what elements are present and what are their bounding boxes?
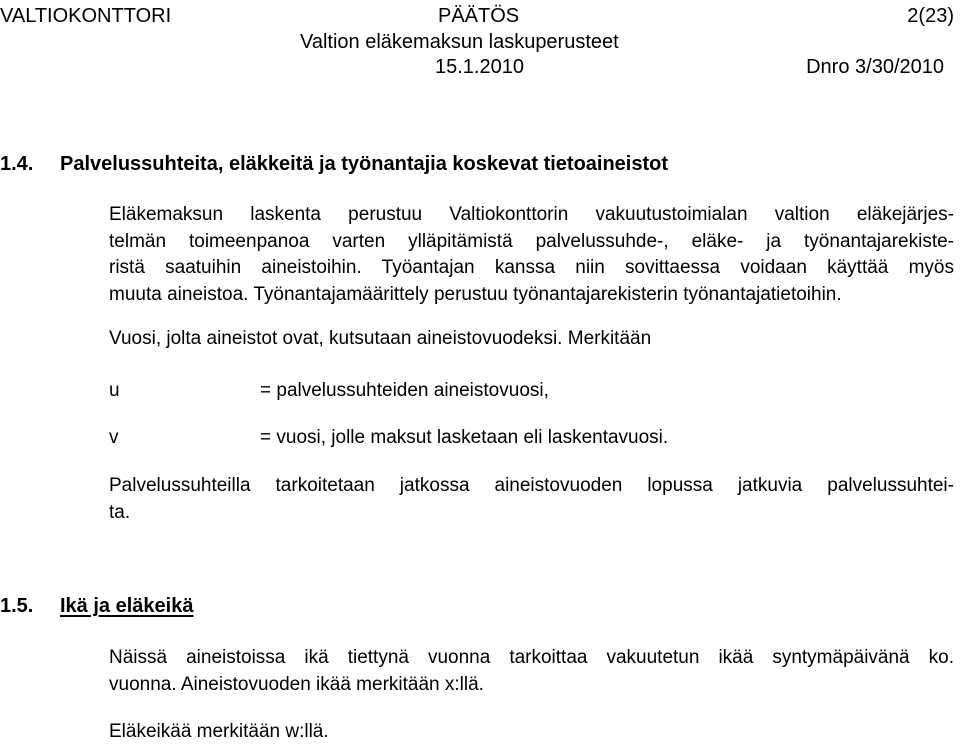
paragraph-line: muuta aineistoa. Työnantajamäärittely perustuu työnantajarekisterin työnantajatietoihin. — [109, 283, 842, 305]
paragraph: Eläkeikää merkitään w:llä. — [109, 721, 329, 742]
paragraph — [109, 202, 954, 308]
paragraph-line: Eläkemaksun laskenta perustuu Valtiokonttorin vakuutustoimialan valtion eläkejärjes- — [109, 204, 954, 225]
header-reference: Dnro 3/30/2010 — [806, 56, 944, 78]
paragraph-line: Palvelussuhteilla tarkoitetaan jatkossa aineistovuoden lopussa jatkuvia palvelussuhtei- — [109, 475, 954, 496]
header-org: VALTIOKONTTORI — [0, 5, 172, 27]
header-date: 15.1.2010 — [435, 56, 524, 78]
paragraph — [109, 645, 954, 698]
header-page-number: 2(23) — [907, 5, 954, 27]
paragraph-line: ristä saatuihin aineistoihin. Työantajan kanssa niin sovittaessa voidaan käyttää myös — [109, 257, 954, 278]
section-title: Ikä ja eläkeikä — [60, 595, 194, 617]
section-title: Palvelussuhteita, eläkkeitä ja työnantajia koskevat tietoaineistot — [60, 153, 669, 175]
paragraph: Vuosi, jolta aineistot ovat, kutsutaan aineistovuodeksi. Merkitään — [109, 328, 652, 349]
definition-symbol: v — [109, 427, 119, 448]
paragraph-line: telmän toimeenpanoa varten ylläpitämistä palvelussuhde-, eläke- ja työnantajarekiste- — [109, 230, 954, 252]
header-doc-type: PÄÄTÖS — [438, 5, 520, 27]
definition-text: = palvelussuhteiden aineistovuosi, — [260, 380, 549, 401]
section-number: 1.4. — [0, 153, 34, 175]
definition-symbol: u — [109, 380, 120, 401]
paragraph-line: Näissä aineistoissa ikä tiettynä vuonna tarkoittaa vakuutetun ikää syntymäpäivänä ko. — [109, 647, 954, 668]
paragraph-line: ta. — [109, 501, 131, 523]
section-number: 1.5. — [0, 595, 34, 617]
definition-text: = vuosi, jolle maksut lasketaan eli laskentavuosi. — [260, 427, 669, 448]
paragraph-line: vuonna. Aineistovuoden ikää merkitään x:llä. — [109, 673, 484, 695]
paragraph — [109, 473, 954, 526]
header-subject: Valtion eläkemaksun laskuperusteet — [300, 31, 619, 53]
